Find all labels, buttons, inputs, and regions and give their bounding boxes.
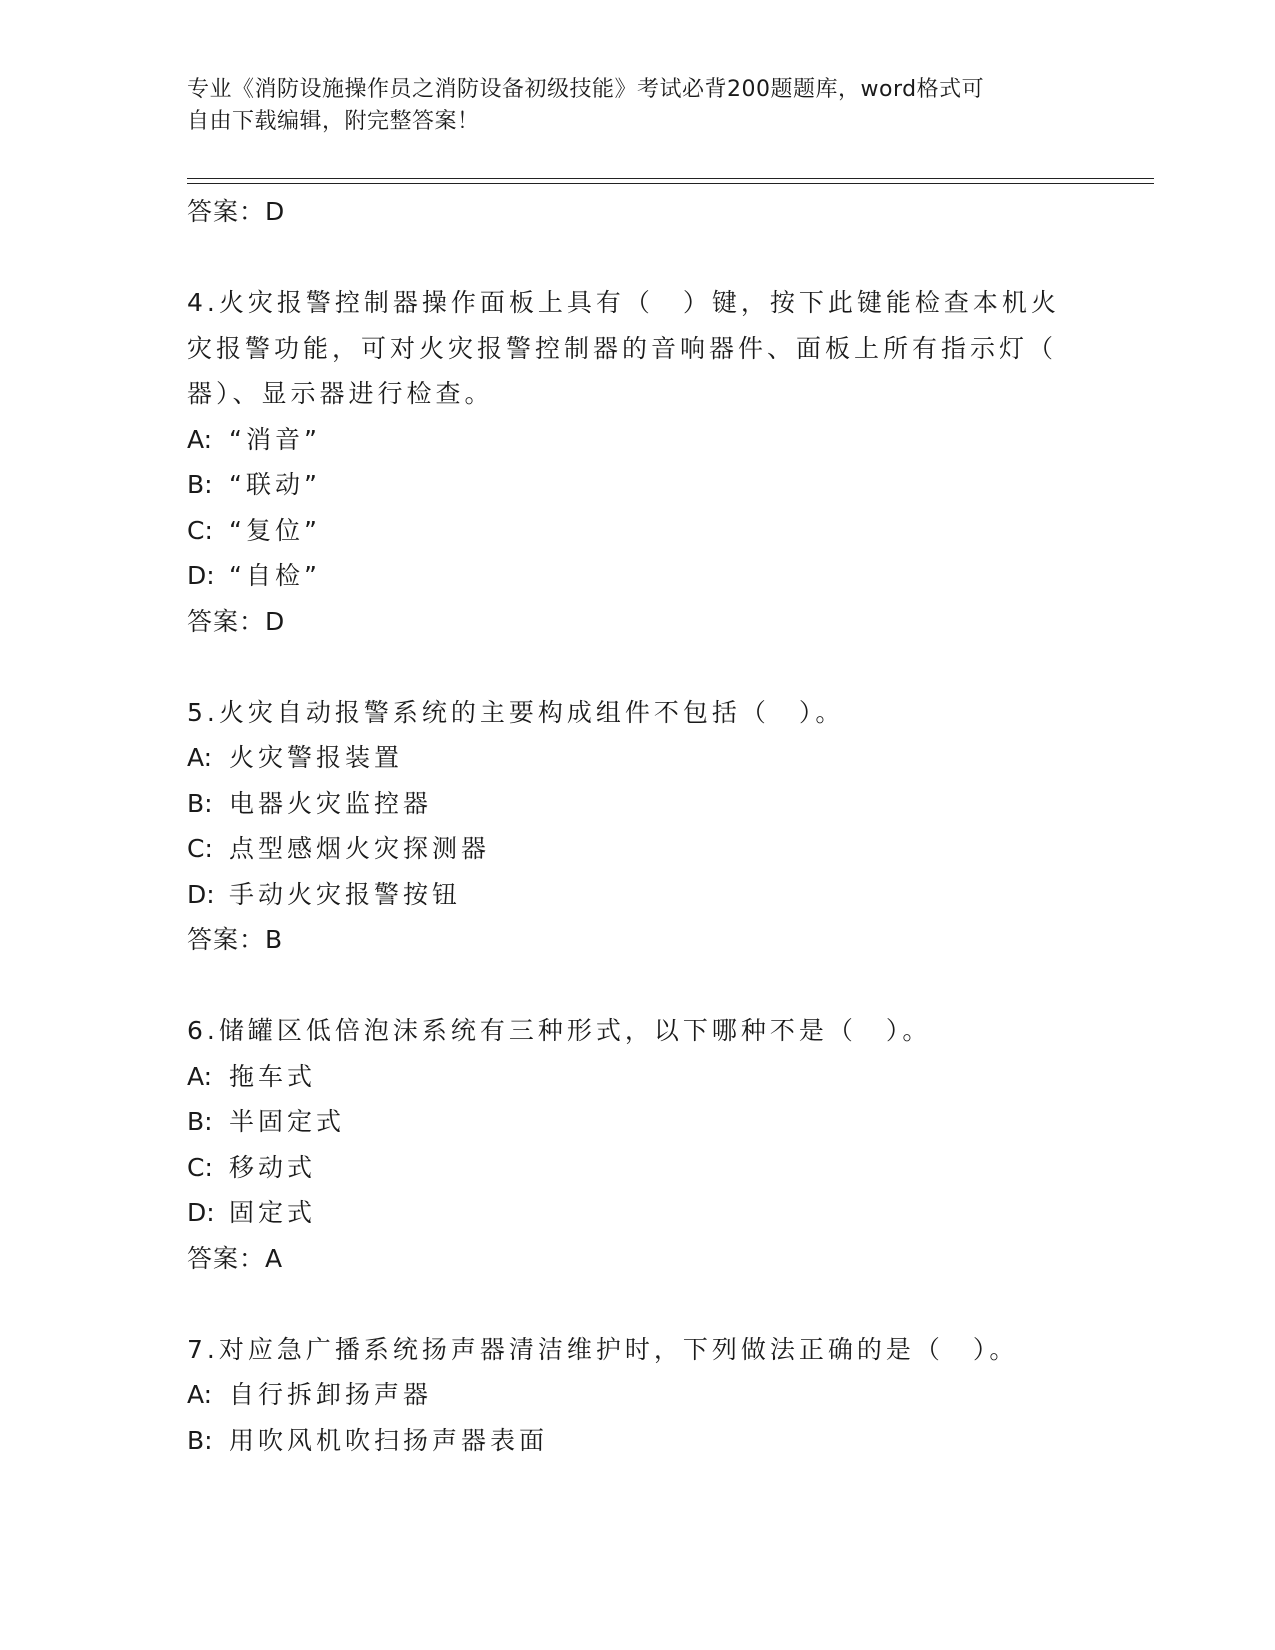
option-text: “联动” (229, 470, 321, 499)
question-stem-line: 7.对应急广播系统扬声器清洁维护时，下列做法正确的是（ ）。 (187, 1334, 1019, 1364)
option-letter: A: (187, 424, 213, 454)
option-c (187, 826, 1087, 872)
option-a (187, 1372, 1087, 1418)
answer-line: 答案：B (187, 925, 284, 954)
option-b (187, 1099, 1087, 1145)
option-text: 点型感烟火灾探测器 (229, 834, 491, 863)
option-letter: C: (187, 834, 213, 863)
option-letter: B: (187, 1425, 213, 1455)
option-b (187, 781, 1087, 827)
option-b (187, 462, 1087, 508)
answer-line: 答案：D (187, 197, 286, 226)
option-text: 自行拆卸扬声器 (229, 1380, 433, 1409)
question-block (187, 1008, 1087, 1281)
option-letter: A: (187, 1061, 213, 1091)
option-d (187, 553, 1087, 599)
option-a (187, 735, 1087, 781)
answer-line: 答案：A (187, 1243, 284, 1273)
header-line-2: 自由下载编辑，附完整答案！ (187, 109, 480, 134)
option-text: 半固定式 (229, 1107, 346, 1136)
answer-line: 答案：D (187, 606, 286, 636)
document-header (187, 74, 1067, 138)
question-block (187, 280, 1087, 644)
option-letter: B: (187, 470, 213, 499)
header-rule-bottom (187, 183, 1154, 184)
option-text: “复位” (229, 515, 321, 545)
option-text: 电器火灾监控器 (229, 788, 433, 818)
option-letter: D: (187, 1198, 215, 1227)
option-text: 火灾警报装置 (229, 743, 404, 772)
option-a (187, 1054, 1087, 1100)
option-letter: A: (187, 743, 213, 772)
question-stem-line: 灾报警功能，可对火灾报警控制器的音响器件、面板上所有指示灯（ (187, 333, 1058, 363)
question-list (187, 189, 1087, 1463)
header-line-1: 专业《消防设施操作员之消防设备初级技能》考试必背200题题库，word格式可 (187, 77, 985, 102)
question-stem-line: 器）、显示器进行检查。 (187, 379, 494, 408)
option-letter: D: (187, 561, 215, 590)
option-text: 用吹风机吹扫扬声器表面 (229, 1425, 549, 1455)
option-text: 移动式 (229, 1152, 317, 1182)
question-stem-line: 4.火灾报警控制器操作面板上具有（ ）键，按下此键能检查本机火 (187, 288, 1060, 317)
option-letter: A: (187, 1380, 213, 1409)
option-letter: D: (187, 879, 215, 909)
option-letter: C: (187, 1152, 213, 1182)
option-letter: B: (187, 1107, 213, 1136)
option-text: “自检” (229, 561, 321, 590)
option-text: 拖车式 (229, 1061, 317, 1091)
question-block (187, 1327, 1087, 1464)
question-stem-line: 6.储罐区低倍泡沫系统有三种形式，以下哪种不是（ ）。 (187, 1016, 932, 1045)
option-c (187, 508, 1087, 554)
option-letter: B: (187, 788, 213, 818)
option-b (187, 1418, 1087, 1464)
option-a (187, 417, 1087, 463)
option-text: “消音” (229, 424, 321, 454)
option-letter: C: (187, 515, 213, 545)
option-d (187, 1190, 1087, 1236)
option-text: 固定式 (229, 1198, 317, 1227)
option-c (187, 1145, 1087, 1191)
option-text: 手动火灾报警按钮 (229, 879, 462, 909)
question-stem-line: 5.火灾自动报警系统的主要构成组件不包括（ ）。 (187, 697, 845, 727)
option-d (187, 872, 1087, 918)
header-rule-top (187, 178, 1154, 179)
question-block (187, 690, 1087, 963)
